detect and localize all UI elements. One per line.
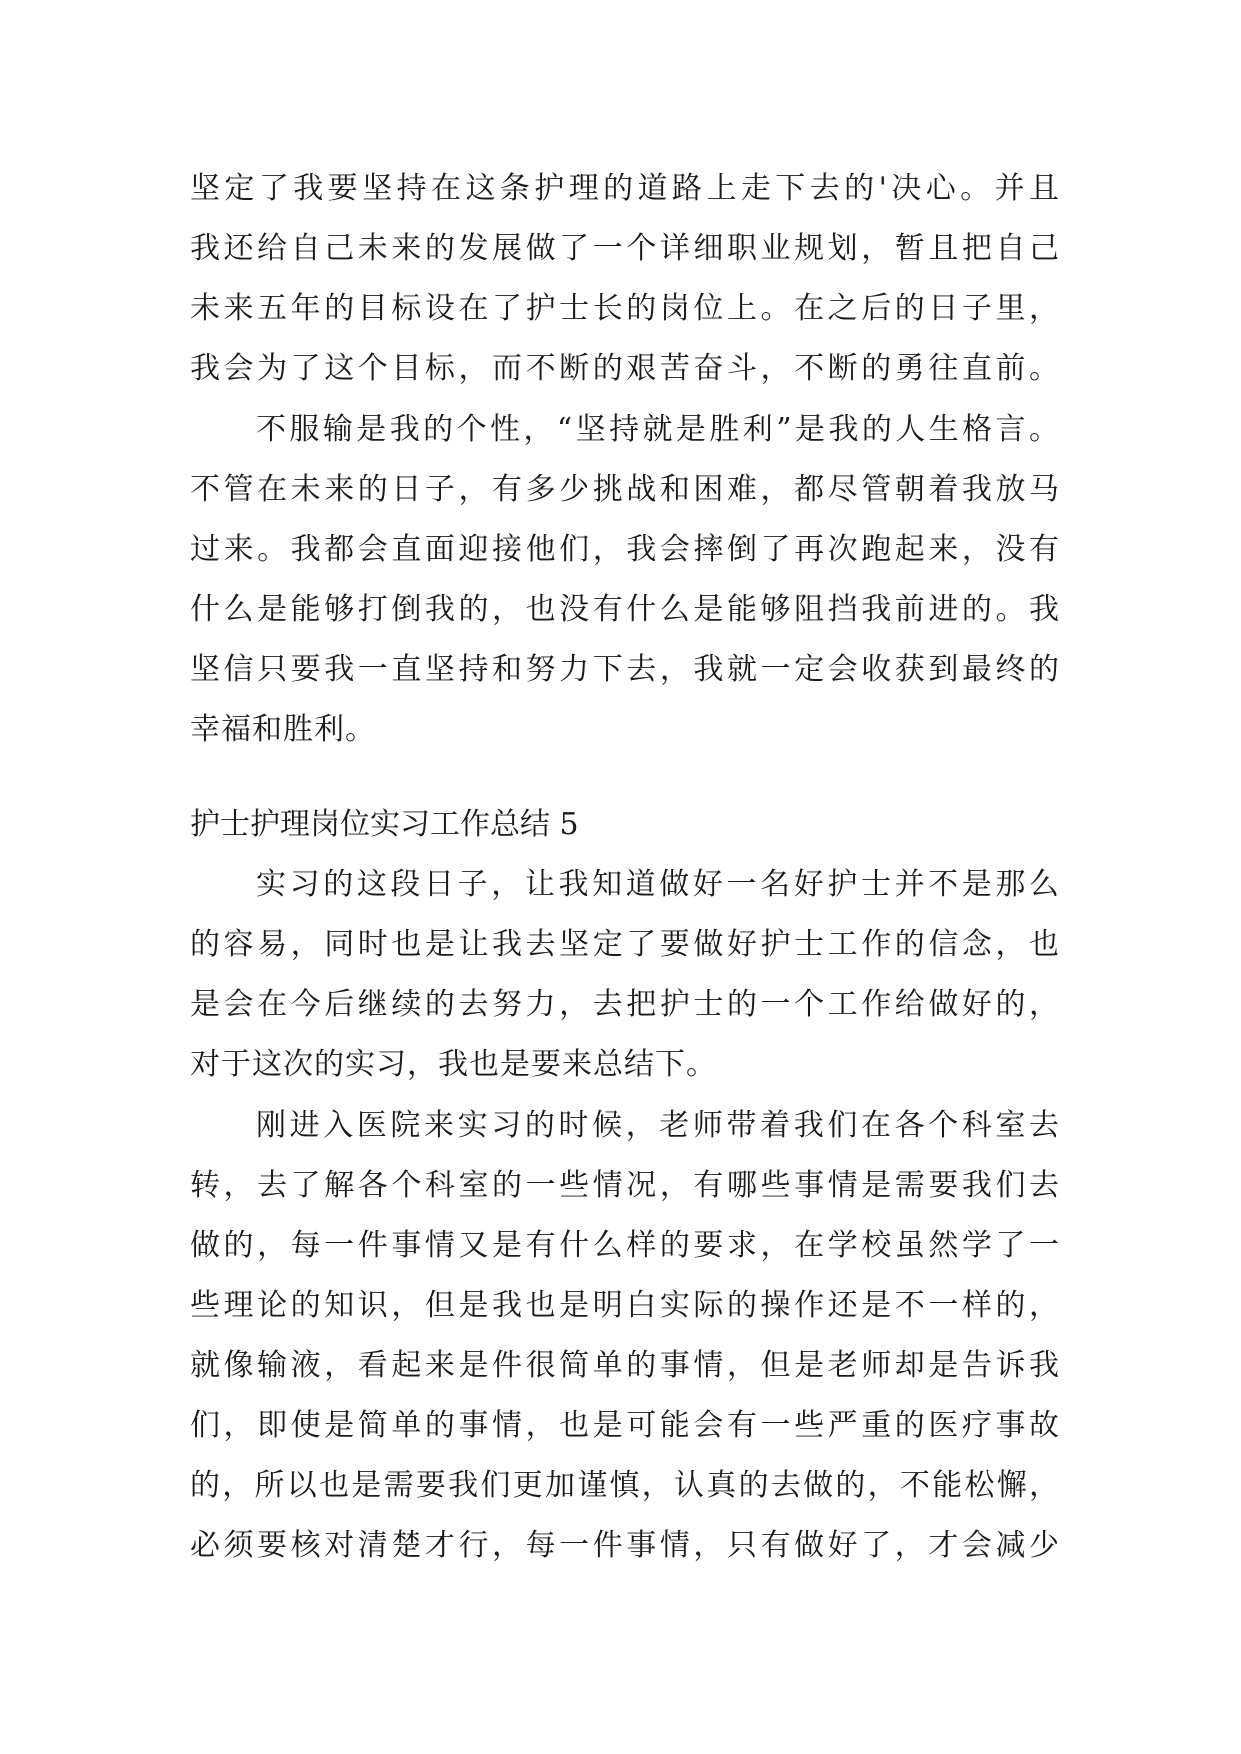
paragraph-1-line-1: 坚定了我要坚持在这条护理的道路上走下去的'决心。并且 xyxy=(190,171,1060,206)
paragraph-3-line-2: 的容易，同时也是让我去坚定了要做好护士工作的信念，也 xyxy=(190,927,1060,962)
paragraph-3-line-3: 是会在今后继续的去努力，去把护士的一个工作给做好的， xyxy=(190,987,1060,1022)
paragraph-2-line-3: 过来。我都会直面迎接他们，我会摔倒了再次跑起来，没有 xyxy=(190,532,1060,567)
paragraph-4-line-5: 就像输液，看起来是件很简单的事情，但是老师却是告诉我 xyxy=(190,1348,1060,1383)
paragraph-3-line-4: 对于这次的实习，我也是要来总结下。 xyxy=(190,1047,717,1082)
paragraph-3-line-1: 实习的这段日子，让我知道做好一名好护士并不是那么 xyxy=(256,867,1060,902)
paragraph-2-line-4: 什么是能够打倒我的，也没有什么是能够阻挡我前进的。我 xyxy=(190,592,1060,627)
paragraph-1-line-4: 我会为了这个目标，而不断的艰苦奋斗，不断的勇往直前。 xyxy=(190,351,1060,386)
paragraph-2-line-1: 不服输是我的个性，“坚持就是胜利”是我的人生格言。 xyxy=(256,412,1060,447)
paragraph-2-line-2: 不管在未来的日子，有多少挑战和困难，都尽管朝着我放马 xyxy=(190,472,1060,507)
paragraph-2-line-5: 坚信只要我一直坚持和努力下去，我就一定会收获到最终的 xyxy=(190,652,1060,687)
paragraph-4-line-2: 转，去了解各个科室的一些情况，有哪些事情是需要我们去 xyxy=(190,1168,1060,1203)
paragraph-4-line-7: 的，所以也是需要我们更加谨慎，认真的去做的，不能松懈， xyxy=(190,1468,1060,1503)
section-heading: 护士护理岗位实习工作总结 5 xyxy=(190,807,579,842)
paragraph-1-line-2: 我还给自己未来的发展做了一个详细职业规划，暂且把自己 xyxy=(190,231,1060,266)
paragraph-4-line-6: 们，即使是简单的事情，也是可能会有一些严重的医疗事故 xyxy=(190,1408,1060,1443)
paragraph-1-line-3: 未来五年的目标设在了护士长的岗位上。在之后的日子里， xyxy=(190,291,1060,326)
paragraph-4-line-4: 些理论的知识，但是我也是明白实际的操作还是不一样的， xyxy=(190,1288,1060,1323)
paragraph-2-line-6: 幸福和胜利。 xyxy=(190,712,376,747)
paragraph-4-line-8: 必须要核对清楚才行，每一件事情，只有做好了，才会减少 xyxy=(190,1528,1060,1563)
paragraph-4-line-3: 做的，每一件事情又是有什么样的要求，在学校虽然学了一 xyxy=(190,1228,1060,1263)
paragraph-4-line-1: 刚进入医院来实习的时候，老师带着我们在各个科室去 xyxy=(256,1108,1060,1143)
